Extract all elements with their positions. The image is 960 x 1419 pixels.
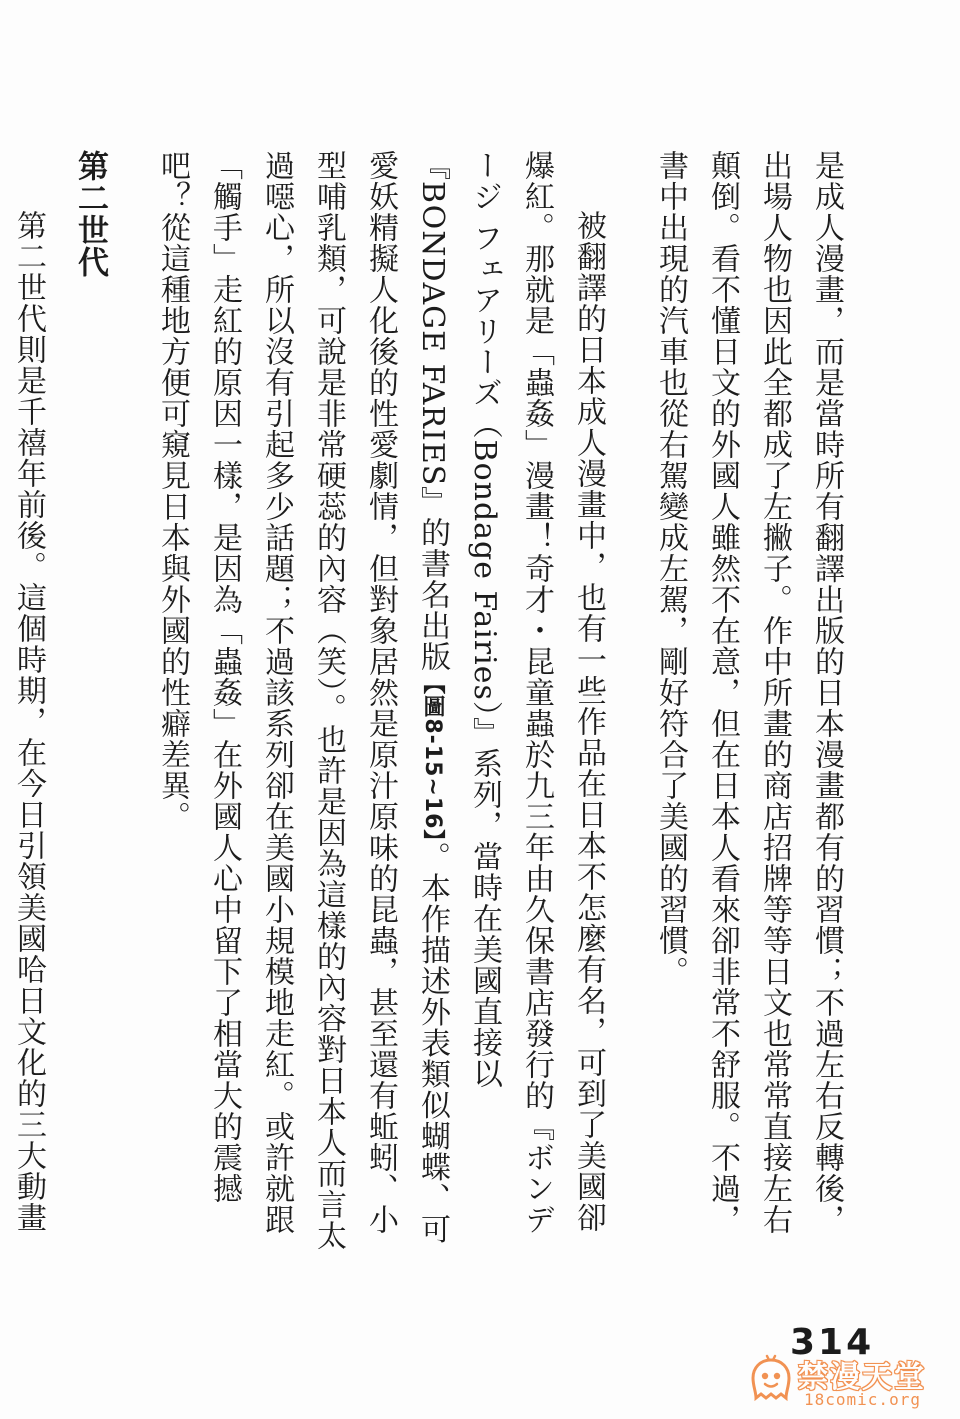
page-number: 314 — [790, 1322, 875, 1363]
vertical-text-body — [11, 150, 852, 1260]
section-heading: 第二世代 — [72, 150, 108, 278]
watermark-title: 禁漫天堂 — [798, 1360, 926, 1395]
paragraph-text-part-2: 。本作描述外表類似蝴蝶、可愛妖精擬人化後的性愛劇情，但對象居然是原汁原味的昆蟲，甚至還有蚯蚓、小型哺乳類，可說是非常硬蕊的內容（笑）。也許是因為這樣的內容對日本人而言太過噁心，所以沒有引起多少話題；不過該系列卻在美國小規模地走紅。或許就跟「觸手」走紅的原因一樣，是因為「蟲姦」在外國人心中留下了相當大的震撼吧？從這種地方便可窺見日本與外國的性癖差異。 — [155, 150, 450, 1251]
site-watermark — [748, 1352, 948, 1412]
orange-ghost-mascot-icon — [748, 1356, 794, 1402]
figure-reference: 【圖8-15~16】 — [420, 672, 445, 842]
paragraph-bondage-fairies — [146, 150, 614, 1260]
paragraph-text-part-1: 被翻譯的日本成人漫畫中，也有一些作品在日本不怎麼有名，可到了美國卻爆紅。那就是「蟲姦」漫畫！奇才・昆童蟲於九三年由久保書店發行的『ボンデージ フェアリーズ（Bondage Fairies）』系列，當時在美國直接以『BONDAGE FARIES』的書名出版 — [415, 150, 606, 1235]
watermark-url: 18comic.org — [804, 1390, 921, 1409]
paragraph-second-generation: 第二世代則是千禧年前後。這個時期，在今日引領美國哈日文化的三大動畫 — [11, 210, 46, 1233]
paragraph-continued: 是成人漫畫，而是當時所有翻譯出版的日本漫畫都有的習慣；不過左右反轉後，出場人物也因此全都成了左撇子。作中所畫的商店招牌等等日文也常常直接左右顛倒。看不懂日文的外國人雖然不在意，但在日本人看來卻非常不舒服。不過，書中出現的汽車也從右駕變成左駕，剛好符合了美國的習慣。 — [653, 150, 844, 1235]
